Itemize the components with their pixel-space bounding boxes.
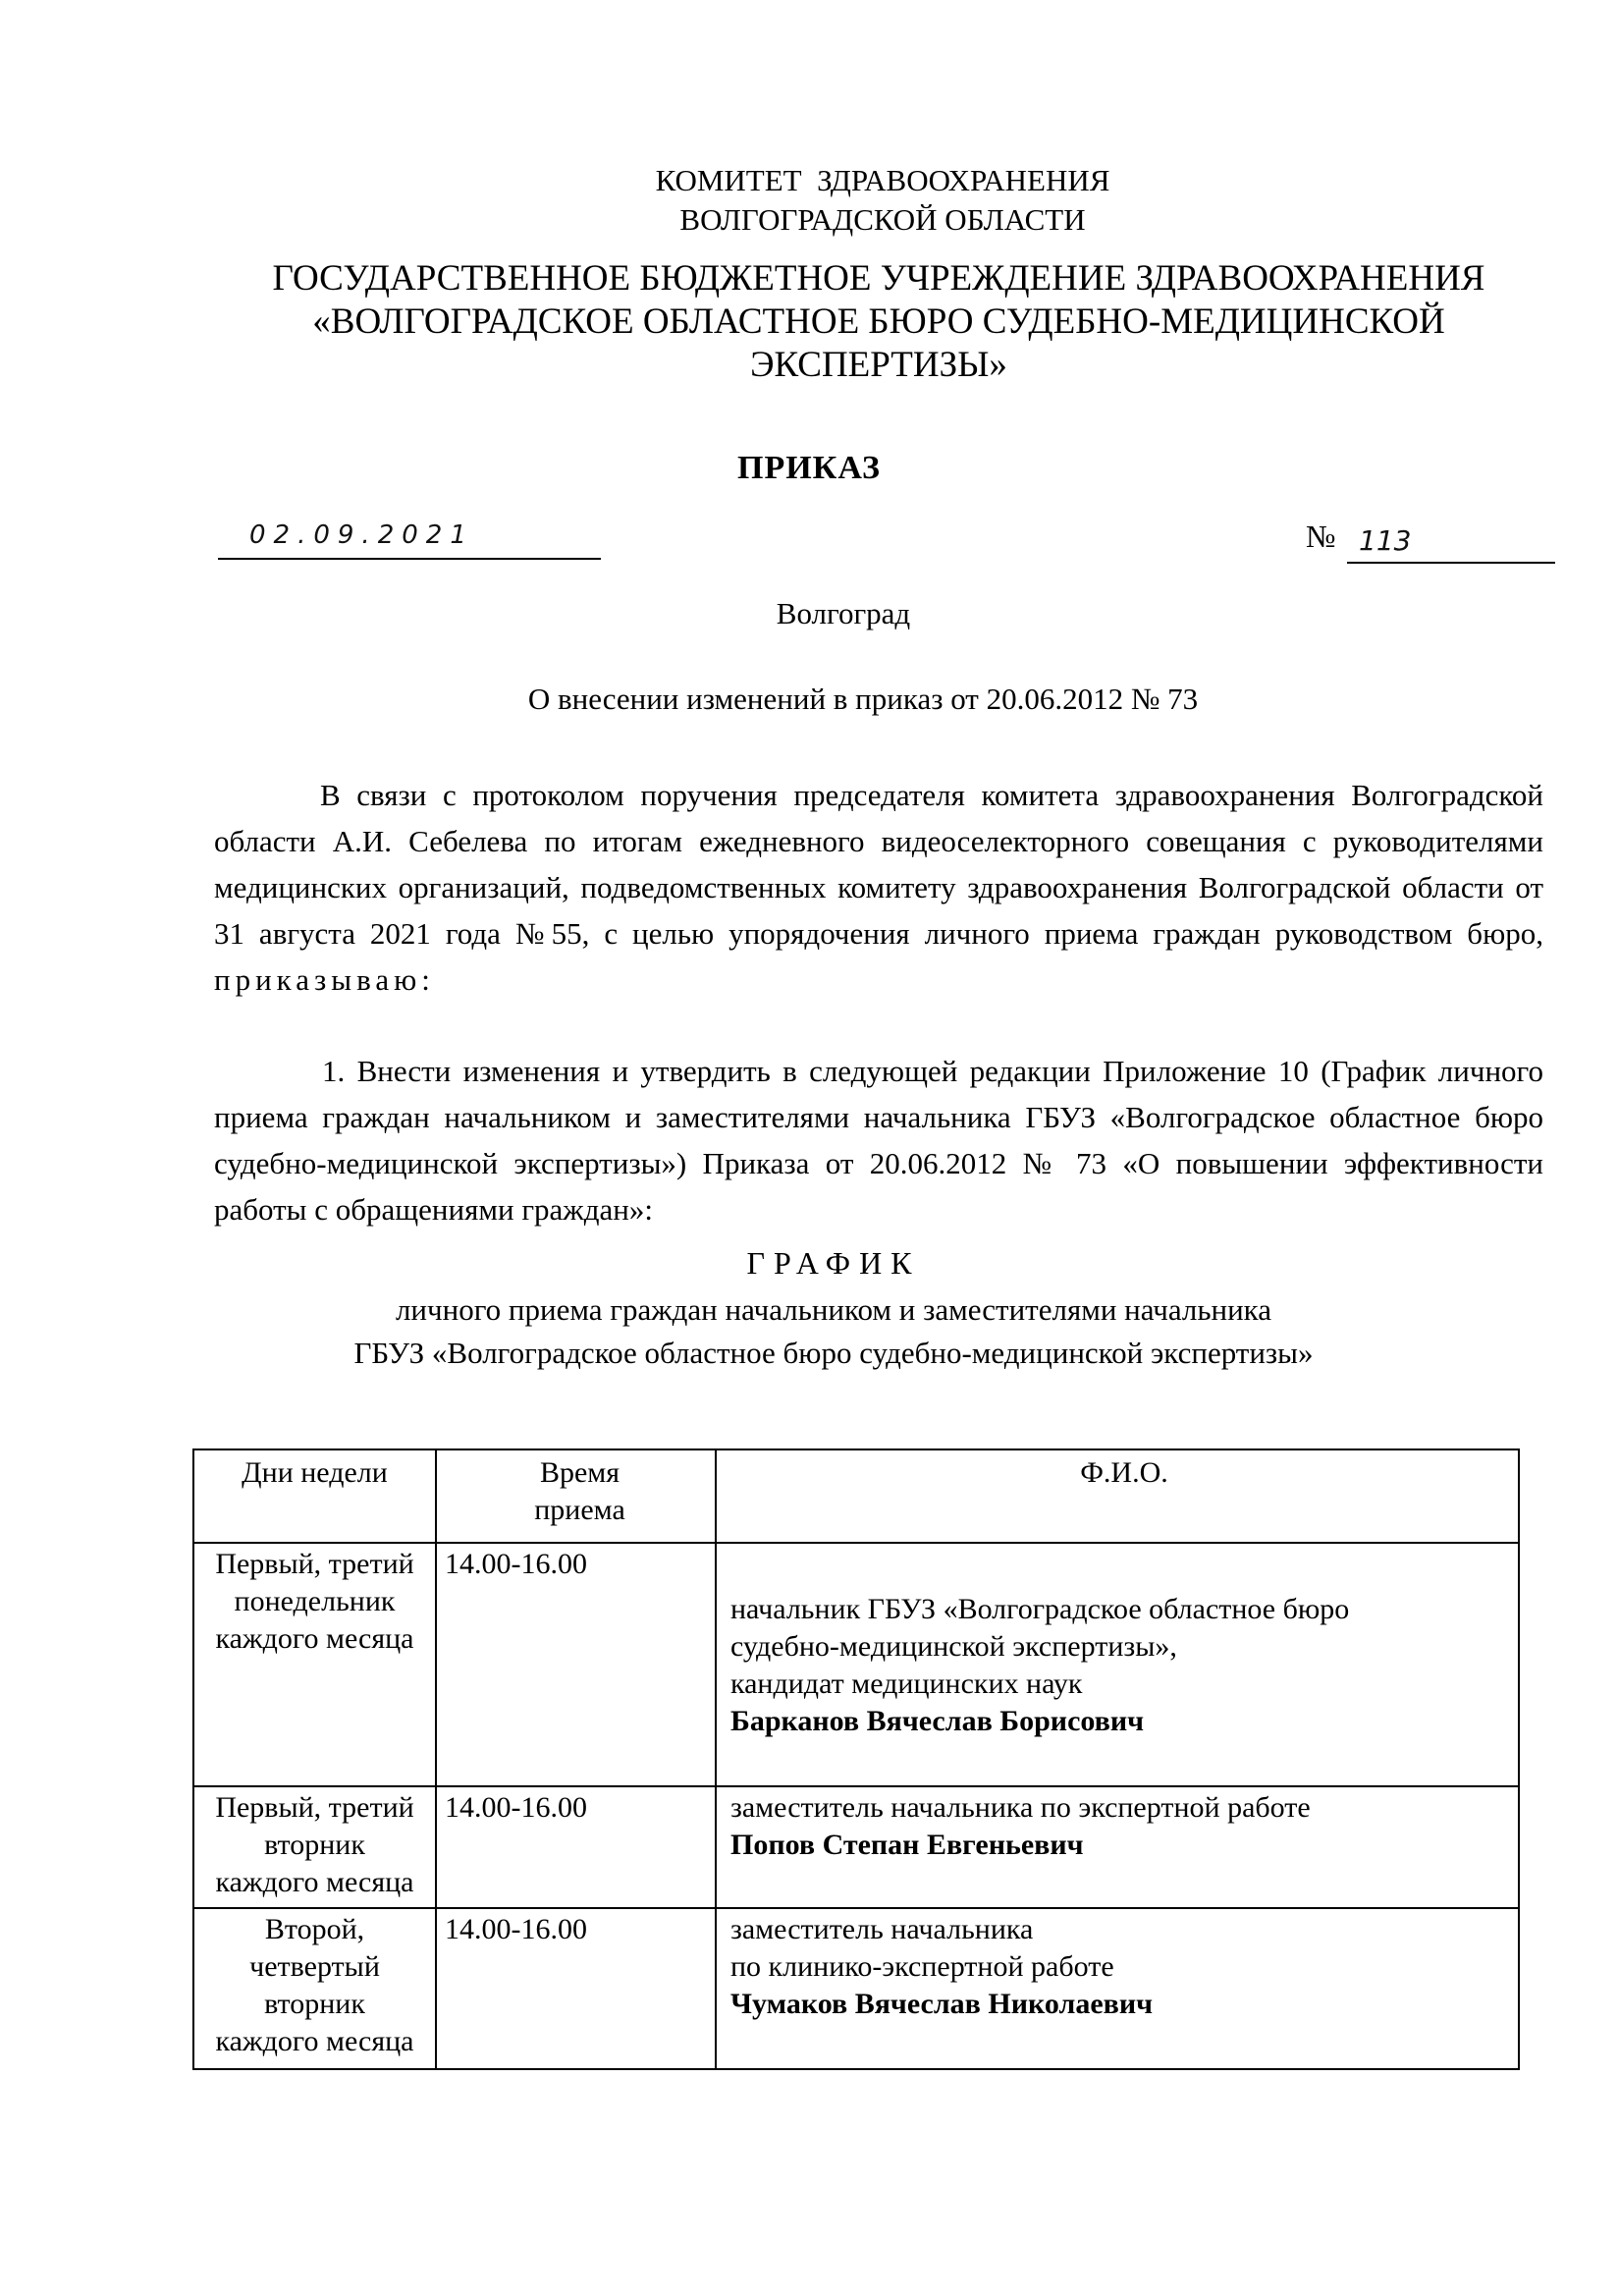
position-line: кандидат медицинских наук [730,1667,1083,1700]
organization-header [214,257,1543,387]
position-line: судебно-медицинской экспертизы», [730,1630,1177,1663]
committee-header [0,161,1618,240]
days-line: Первый, третий [215,1791,414,1824]
order-date-field [218,520,601,560]
days-line: понедельник [234,1585,396,1617]
committee-name: КОМИТЕТ ЗДРАВООХРАНЕНИЯ [655,163,1110,197]
days-line: Второй, [264,1913,365,1945]
person-name: Попов Степан Евгеньевич [730,1829,1084,1861]
order-subject: О внесении изменений в приказ от 20.06.2012 № 73 [527,682,1199,716]
days-line: вторник [264,1988,365,2020]
schedule-subtitle-line2: ГБУЗ «Волгоградское областное бюро судебно-медицинской экспертизы» [353,1336,1314,1370]
cell-person [716,1908,1519,2069]
table-row [193,1908,1519,2069]
org-name-line2: «ВОЛГОГРАДСКОЕ ОБЛАСТНОЕ БЮРО СУДЕБНО-МЕДИЦИНСКОЙ [312,301,1445,342]
column-header-name: Ф.И.О. [716,1449,1519,1543]
days-line: каждого месяца [215,1866,414,1898]
order-item-1: 1. Внести изменения и утвердить в следующей редакции Приложение 10 (График личного приема граждан начальником и заместителями начальника ГБУЗ «Волгоградское областное бюро судебно-медицинской экспертизы») Приказа от 20.06.2012 № 73 «О повышении эффективности работы с обращениями граждан»: [214,1054,1543,1227]
position-line: начальник ГБУЗ «Волгоградское областное бюро [730,1593,1350,1625]
org-name-line1: ГОСУДАРСТВЕННОЕ БЮДЖЕТНОЕ УЧРЕЖДЕНИЕ ЗДРАВООХРАНЕНИЯ [272,258,1485,299]
org-name-line3: ЭКСПЕРТИЗЫ» [750,345,1007,385]
cell-time: 14.00-16.00 [436,1786,716,1908]
committee-region: ВОЛГОГРАДСКОЙ ОБЛАСТИ [679,202,1086,237]
cell-person [716,1543,1519,1786]
column-header-time [436,1449,716,1543]
preamble-paragraph [214,772,1543,1003]
days-line: вторник [264,1829,365,1861]
column-header-time-line2: приема [534,1494,625,1526]
order-number-handwritten: 113 [1359,524,1412,557]
schedule-subtitle [0,1288,1618,1375]
column-header-days: Дни недели [193,1449,436,1543]
days-line: каждого месяца [215,1622,414,1655]
person-name: Барканов Вячеслав Борисович [730,1705,1145,1737]
schedule-subtitle-line1: личного приема граждан начальником и заместителями начальника [395,1292,1272,1327]
cell-days [193,1786,436,1908]
document-title: ПРИКАЗ [737,450,881,486]
order-number-field [1347,522,1555,564]
city-name: Волгоград [776,596,911,630]
table-row [193,1543,1519,1786]
days-line: Первый, третий [215,1548,414,1580]
cell-time: 14.00-16.00 [436,1908,716,2069]
days-line: каждого месяца [215,2025,414,2057]
cell-time: 14.00-16.00 [436,1543,716,1786]
position-line: по клинико-экспертной работе [730,1950,1114,1983]
order-verb: приказываю: [214,962,435,997]
order-number-label: № [1306,519,1336,554]
cell-days [193,1908,436,2069]
reception-schedule-table [192,1449,1520,2070]
days-line: четвертый [249,1950,380,1983]
cell-days [193,1543,436,1786]
order-date-handwritten: 02.09.2021 [249,520,474,550]
position-line: заместитель начальника [730,1913,1034,1945]
person-name: Чумаков Вячеслав Николаевич [730,1988,1154,2020]
table-header-row [193,1449,1519,1543]
preamble-text: В связи с протоколом поручения председателя комитета здравоохранения Волгоградской области А.И. Себелева по итогам ежедневного видеоселекторного совещания с руководителями медицинских организаций, подведомственных комитету здравоохранения Волгоградской области от 31 августа 2021 года №55, с целью упорядочения личного приема граждан руководством бюро, [214,778,1543,951]
schedule-title: ГРАФИК [746,1245,921,1281]
position-line: заместитель начальника по экспертной работе [730,1791,1311,1824]
table-row [193,1786,1519,1908]
cell-person [716,1786,1519,1908]
column-header-time-line1: Время [539,1456,620,1489]
